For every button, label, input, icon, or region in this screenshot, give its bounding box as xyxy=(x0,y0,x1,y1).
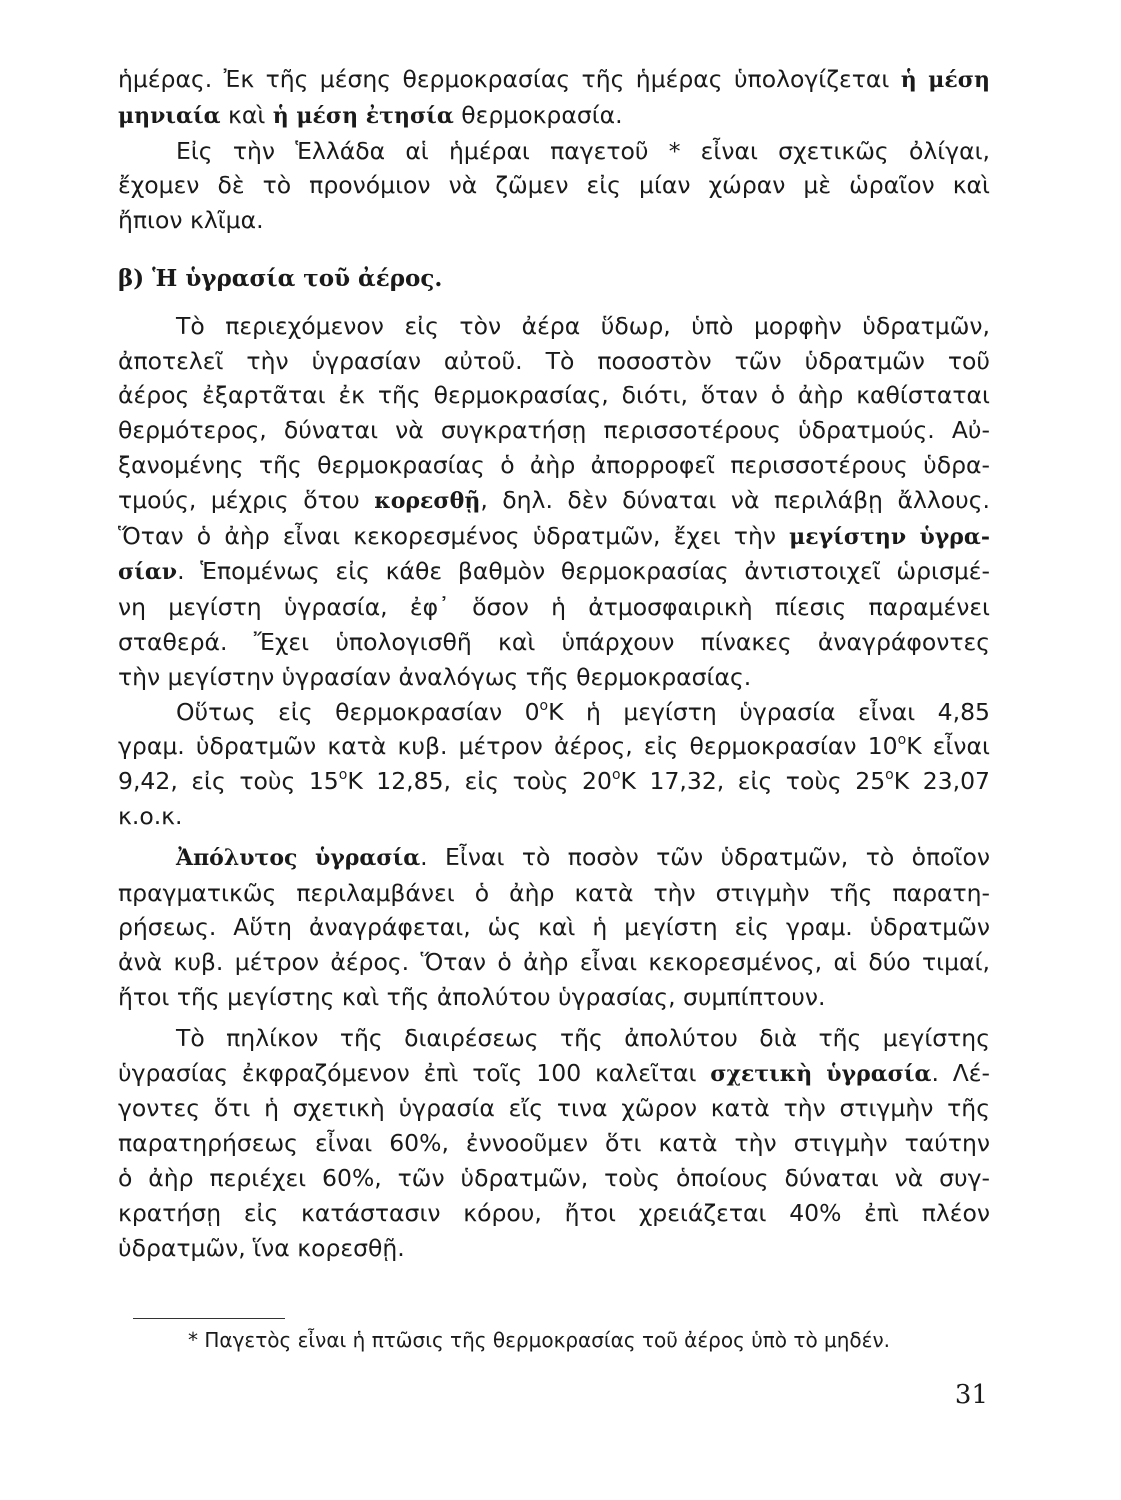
text-line: ἤτοι τῆς μεγίστης καὶ τῆς ἀπολύτου ὑγρασίας, συμπίπτουν. xyxy=(118,982,826,1011)
text-line: μηνιαία καὶ ἡ μέση ἐτησία θερμοκρασία. xyxy=(118,100,623,129)
footnote: * Παγετὸς εἶναι ἡ πτῶσις τῆς θερμοκρασίας τοῦ ἀέρος ὑπὸ τὸ μηδέν. xyxy=(188,1328,891,1352)
text-line: Τὸ πηλίκον τῆς διαιρέσεως τῆς ἀπολύτου διὰ τῆς μεγίστης xyxy=(176,1023,990,1052)
body-text xyxy=(118,62,990,1265)
text-line: ἀέρος ἐξαρτᾶται ἐκ τῆς θερμοκρασίας, διότι, ὅταν ὁ ἀὴρ καθίσταται xyxy=(118,381,990,410)
text-line: ὑγρασίας ἐκφραζόμενον ἐπὶ τοῖς 100 καλεῖται σχετικὴ ὑγρασία. Λέ- xyxy=(118,1058,990,1087)
text-line: ἤπιον κλῖμα. xyxy=(118,206,264,235)
bold-term: Ἀπόλυτος ὑγρασία xyxy=(176,844,421,871)
text-line: Ὅταν ὁ ἀὴρ εἶναι κεκορεσμένος ὑδρατμῶν, ἔχει τὴν μεγίστην ὑγρα- xyxy=(118,521,990,550)
footnote-divider xyxy=(133,1318,285,1319)
text-line: νη μεγίστη ὑγρασία, ἐφ᾽ ὅσον ἡ ἀτμοσφαιρικὴ πίεσις παραμένει xyxy=(118,593,990,622)
text-line: τμούς, μέχρις ὅτου κορεσθῇ, δηλ. δὲν δύναται νὰ περιλάβῃ ἄλλους. xyxy=(118,485,990,514)
text-line: Οὕτως εἰς θερμοκρασίαν $0^oK$ ἡ μεγίστη ὑγρασία εἶναι 4,85 xyxy=(176,697,990,726)
bold-term: σίαν xyxy=(118,559,178,586)
text-line: ἡμέρας. Ἐκ τῆς μέσης θερμοκρασίας τῆς ἡμέρας ὑπολογίζεται ἡ μέση xyxy=(118,65,990,93)
text-line: γοντες ὅτι ἡ σχετικὴ ὑγρασία εἴς τινα χῶρον κατὰ τὴν στιγμὴν τῆς xyxy=(118,1094,990,1123)
text-line: Τὸ περιεχόμενον εἰς τὸν ἀέρα ὕδωρ, ὑπὸ μορφὴν ὑδρατμῶν, xyxy=(176,311,990,340)
text-line: σταθερά. Ἔχει ὑπολογισθῆ καὶ ὑπάρχουν πίνακες ἀναγράφοντες xyxy=(118,627,990,656)
text-line: ὑδρατμῶν, ἵνα κορεσθῇ. xyxy=(118,1233,405,1262)
text-line: ρήσεως. Αὕτη ἀναγράφεται, ὡς καὶ ἡ μεγίστη εἰς γραμ. ὑδρατμῶν xyxy=(118,913,990,942)
text-line: Εἰς τὴν Ἑλλάδα αἱ ἡμέραι παγετοῦ * εἶναι σχετικῶς ὀλίγαι, xyxy=(176,136,990,165)
text-line: τὴν μεγίστην ὑγρασίαν ἀναλόγως τῆς θερμοκρασίας. xyxy=(118,662,752,691)
page-number: 31 xyxy=(954,1380,988,1410)
bold-term: ἡ μέση xyxy=(900,67,990,93)
text-line: ὁ ἀὴρ περιέχει 60%, τῶν ὑδρατμῶν, τοὺς ὁποίους δύναται νὰ συγ- xyxy=(118,1163,990,1192)
bold-term: μηνιαία xyxy=(118,102,221,129)
text-line: ἀνὰ κυβ. μέτρον ἀέρος. Ὅταν ὁ ἀὴρ εἶναι κεκορεσμένος, αἱ δύο τιμαί, xyxy=(118,948,990,977)
text-line: 9,42, εἰς τοὺς $15^oK$ 12,85, εἰς τοὺς $20^oK$ 17,32, εἰς τοὺς $25^oK$ 23,07 xyxy=(118,767,990,796)
text-line: κρατήσῃ εἰς κατάστασιν κόρου, ἤτοι χρειάζεται 40% ἐπὶ πλέον xyxy=(118,1198,990,1227)
text-line: κ.ο.κ. xyxy=(118,801,183,830)
text-line: ξανομένης τῆς θερμοκρασίας ὁ ἀὴρ ἀπορροφεῖ περισσοτέρους ὑδρα- xyxy=(118,450,990,479)
text-line: πραγματικῶς περιλαμβάνει ὁ ἀὴρ κατὰ τὴν στιγμὴν τῆς παρατη- xyxy=(118,878,990,907)
text-line: θερμότερος, δύναται νὰ συγκρατήσῃ περισσοτέρους ὑδρατμούς. Αὐ- xyxy=(118,416,990,445)
bold-term: σχετικὴ ὑγρασία xyxy=(710,1060,932,1087)
text-line: ἀποτελεῖ τὴν ὑγρασίαν αὐτοῦ. Τὸ ποσοστὸν τῶν ὑδρατμῶν τοῦ xyxy=(118,346,990,375)
bold-term: ἡ μέση ἐτησία xyxy=(272,102,454,129)
text-line: ἔχομεν δὲ τὸ προνόμιον νὰ ζῶμεν εἰς μίαν χώραν μὲ ὡραῖον καὶ xyxy=(118,171,990,200)
text-line: Ἀπόλυτος ὑγρασία. Εἶναι τὸ ποσὸν τῶν ὑδρατμῶν, τὸ ὁποῖον xyxy=(176,842,990,871)
section-heading: β) Ἡ ὑγρασία τοῦ ἀέρος. xyxy=(118,264,443,292)
text-line: σίαν. Ἑπομένως εἰς κάθε βαθμὸν θερμοκρασίας ἀντιστοιχεῖ ὡρισμέ- xyxy=(118,557,990,586)
text-line: γραμ. ὑδρατμῶν κατὰ κυβ. μέτρον ἀέρος, εἰς θερμοκρασίαν $10^oK$ εἶναι xyxy=(118,732,990,761)
bold-term: κορεσθῇ xyxy=(374,487,481,514)
text-line: παρατηρήσεως εἶναι 60%, ἐννοοῦμεν ὅτι κατὰ τὴν στιγμὴν ταύτην xyxy=(118,1129,990,1158)
bold-term: μεγίστην ὑγρα- xyxy=(789,523,990,550)
